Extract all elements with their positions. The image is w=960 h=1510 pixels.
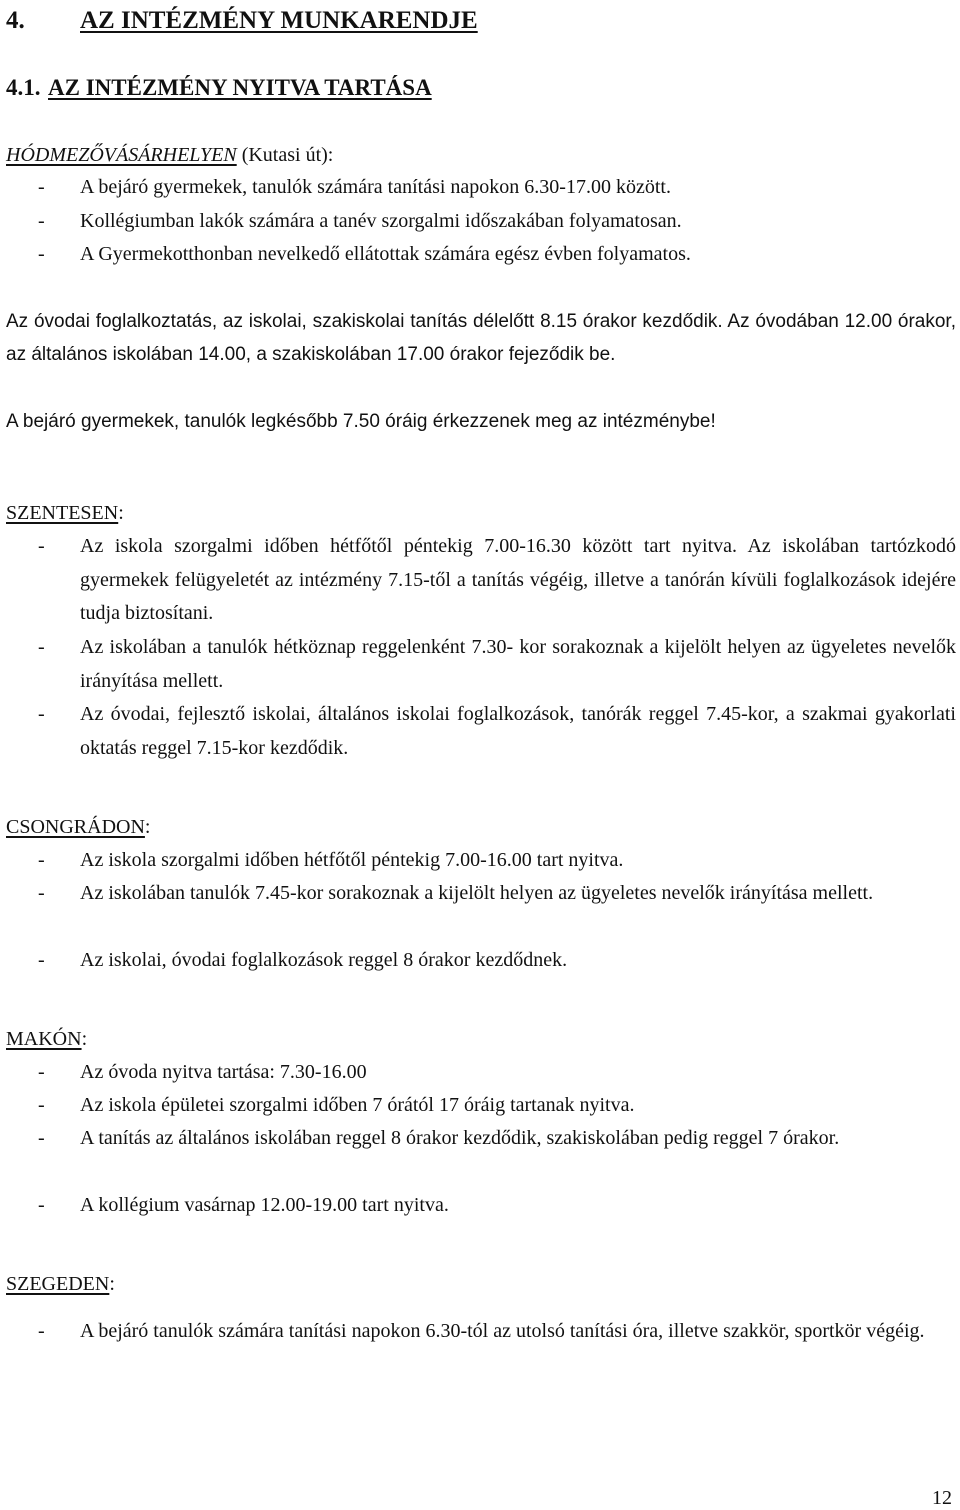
list-item: - A Gyermekotthonban nevelkedő ellátottak számára egész évben folyamatos. <box>38 243 691 265</box>
page-number: 12 <box>932 1487 952 1509</box>
hodmezo-heading <box>6 140 333 170</box>
szentes-title: SZENTESEN <box>6 502 119 524</box>
list-item: - Az iskolában tanulók 7.45-kor sorakoznak a kijelölt helyen az ügyeletes nevelők irányítása mellett. <box>38 882 874 904</box>
list-item: - Az iskola szorgalmi időben hétfőtől péntekig 7.00-16.00 tart nyitva. <box>38 849 624 871</box>
list-item: - Az iskola épületei szorgalmi időben 7 órától 17 óráig tartanak nyitva. <box>38 1094 635 1116</box>
section-number: 4.1. <box>6 75 41 100</box>
csongrad-title: CSONGRÁDON <box>6 816 145 838</box>
chapter-title: AZ INTÉZMÉNY MUNKARENDJE <box>80 7 478 34</box>
hodmezo-subtitle: (Kutasi út): <box>236 144 334 166</box>
mako-heading: MAKÓN: <box>6 1028 88 1050</box>
chapter-heading <box>6 3 478 39</box>
list-item: - Az óvoda nyitva tartása: 7.30-16.00 <box>38 1061 367 1083</box>
list-item: - Kollégiumban lakók számára a tanév szorgalmi időszakában folyamatosan. <box>38 210 682 232</box>
szentes-heading: SZENTESEN: <box>6 502 124 524</box>
list-item: - A bejáró gyermekek, tanulók számára tanítási napokon 6.30-17.00 között. <box>38 176 671 198</box>
list-item: - Az iskolai, óvodai foglalkozások reggel 8 órakor kezdődnek. <box>38 949 568 971</box>
hodmezo-paragraph-1: Az óvodai foglalkoztatás, az iskolai, szakiskolai tanítás délelőtt 8.15 órakor kezdődik. Az óvodában 12.00 órakor, az általános iskolában 14.00, a szakiskolában 17.00 órakor fejeződik be. <box>6 311 956 365</box>
mako-title: MAKÓN <box>6 1028 82 1050</box>
chapter-number: 4. <box>6 7 25 34</box>
szeged-title: SZEGEDEN <box>6 1273 110 1295</box>
section-title: AZ INTÉZMÉNY NYITVA TARTÁSA <box>48 75 432 100</box>
csongrad-heading: CSONGRÁDON: <box>6 816 151 838</box>
list-item: - Az óvodai, fejlesztő iskolai, általános iskolai foglalkozások, tanórák reggel 7.45-kor, a szakmai gyakorlati oktatás reggel 7.15-kor kezdődik. <box>38 703 956 759</box>
szeged-heading: SZEGEDEN: <box>6 1273 115 1295</box>
section-heading <box>6 72 432 104</box>
list-item: - Az iskolában a tanulók hétköznap reggelenként 7.30- kor sorakoznak a kijelölt helyen az ügyeletes nevelők irányítása mellett. <box>38 636 956 692</box>
list-item: - A tanítás az általános iskolában reggel 8 órakor kezdődik, szakiskolában pedig reggel 7 órakor. <box>38 1127 840 1149</box>
hodmezo-title: HÓDMEZŐVÁSÁRHELYEN <box>6 144 237 166</box>
hodmezo-paragraph-2: A bejáró gyermekek, tanulók legkésőbb 7.50 óráig érkezzenek meg az intézménybe! <box>6 411 716 432</box>
list-item: - Az iskola szorgalmi időben hétfőtől péntekig 7.00-16.30 között tart nyitva. Az iskolában tartózkodó gyermekek felügyeletét az intézmény 7.15-től a tanítás végéig, illetve a tanórán kívüli foglalkozások idejére tudja biztosítani. <box>38 535 956 624</box>
list-item: - A kollégium vasárnap 12.00-19.00 tart nyitva. <box>38 1194 449 1216</box>
list-item: - A bejáró tanulók számára tanítási napokon 6.30-tól az utolsó tanítási óra, illetve szakkör, sportkör végéig. <box>38 1320 925 1342</box>
